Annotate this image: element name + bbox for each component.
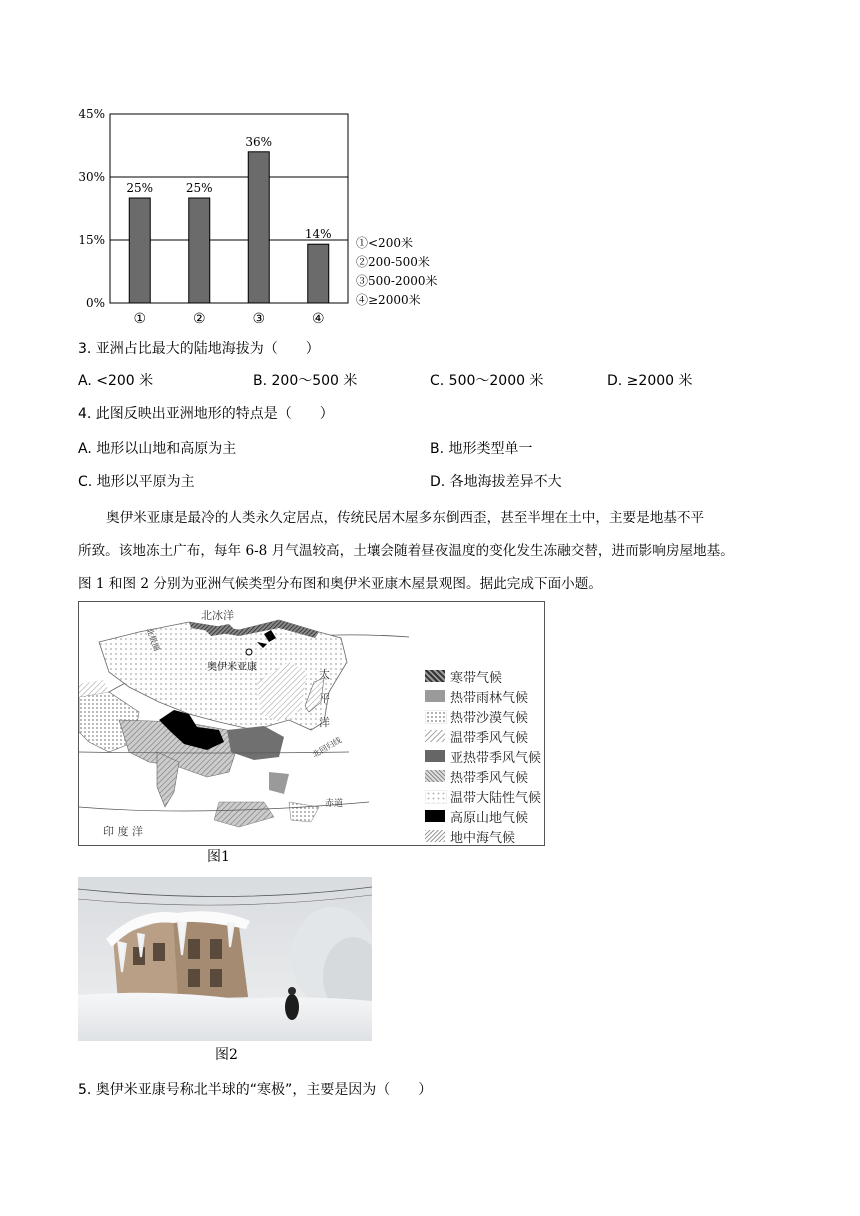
bar: [248, 152, 269, 303]
oymyakon-house-photo: [78, 877, 372, 1041]
legend-entry: ①<200米: [356, 236, 413, 250]
label-equator: 赤道: [325, 799, 344, 809]
data-label: 25%: [126, 181, 154, 195]
y-tick-label: 0%: [85, 296, 105, 310]
asia-climate-map: 北冰洋 北极圈 奥伊米亚康 太 平 洋 北回归线 赤道 印 度 洋 寒带气候 热带雨林气候 热带沙漠气候 温带季风气候 亚热带季风气候 热带季风气候 温带大陆性气候 高原山地气候 地中海气候: [78, 601, 545, 846]
question-4-option-c[interactable]: C. 地形以平原为主: [78, 474, 195, 490]
data-label: 36%: [245, 134, 273, 149]
question-3-option-a[interactable]: A. <200 米: [78, 373, 154, 389]
data-label: 14%: [304, 227, 332, 242]
bar: [308, 244, 329, 303]
x-tick-label: ④: [311, 311, 325, 327]
question-4-option-a[interactable]: A. 地形以山地和高原为主: [78, 441, 237, 457]
x-tick-label: ③: [252, 311, 266, 327]
x-tick-label: ②: [192, 311, 206, 327]
legend-entry: ③500-2000米: [356, 274, 438, 288]
passage-line-2: 所致。该地冻土广布，每年 6-8 月气温较高，土壤会随着昼夜温度的变化发生冻融交替，进而影响房屋地基。: [78, 543, 734, 559]
question-3-stem: 3. 亚洲占比最大的陆地海拔为（ ）: [78, 341, 320, 357]
legend-entry: ②200-500米: [356, 255, 430, 269]
label-oymyakon: 奥伊米亚康: [207, 662, 257, 673]
figure-2-caption: 图2: [215, 1047, 238, 1063]
altitude-bar-chart: [60, 100, 460, 330]
bar: [189, 198, 210, 303]
data-label: 25%: [185, 181, 213, 195]
question-3-option-b[interactable]: B. 200～500 米: [253, 373, 358, 389]
question-5-stem: 5. 奥伊米亚康号称北半球的“寒极”，主要是因为（ ）: [78, 1082, 433, 1098]
question-4-stem: 4. 此图反映出亚洲地形的特点是（ ）: [78, 406, 334, 422]
label-pacific-1: 太: [319, 668, 330, 681]
x-tick-label: ①: [133, 311, 147, 327]
figure-1-caption: 图1: [207, 849, 230, 865]
question-4-option-b[interactable]: B. 地形类型单一: [430, 441, 533, 457]
label-arctic-circle: 北极圈: [144, 626, 162, 653]
y-tick-label: 15%: [78, 233, 105, 247]
y-tick-label: 30%: [78, 170, 105, 184]
label-indian-ocean: 印 度 洋: [103, 825, 143, 838]
passage-line-1: 奥伊米亚康是最冷的人类永久定居点，传统民居木屋多东倒西歪，甚至半埋在土中，主要是地基不平: [106, 510, 705, 526]
bar: [129, 198, 150, 303]
question-3-option-c[interactable]: C. 500～2000 米: [430, 373, 544, 389]
y-tick-label: 45%: [78, 107, 105, 121]
passage-line-3: 图 1 和图 2 分别为亚洲气候类型分布图和奥伊米亚康木屋景观图。据此完成下面小题。: [78, 576, 602, 592]
label-pacific-2: 平: [319, 692, 330, 705]
question-4-option-d[interactable]: D. 各地海拔差异不大: [430, 474, 562, 490]
label-tropic: 北回归线: [310, 735, 344, 760]
photo-drawing: [78, 877, 372, 1041]
label-pacific-3: 洋: [319, 716, 330, 729]
question-3-option-d[interactable]: D. ≥2000 米: [607, 373, 693, 389]
legend-entry: ④≥2000米: [356, 293, 421, 307]
label-arctic-ocean: 北冰洋: [201, 609, 234, 622]
